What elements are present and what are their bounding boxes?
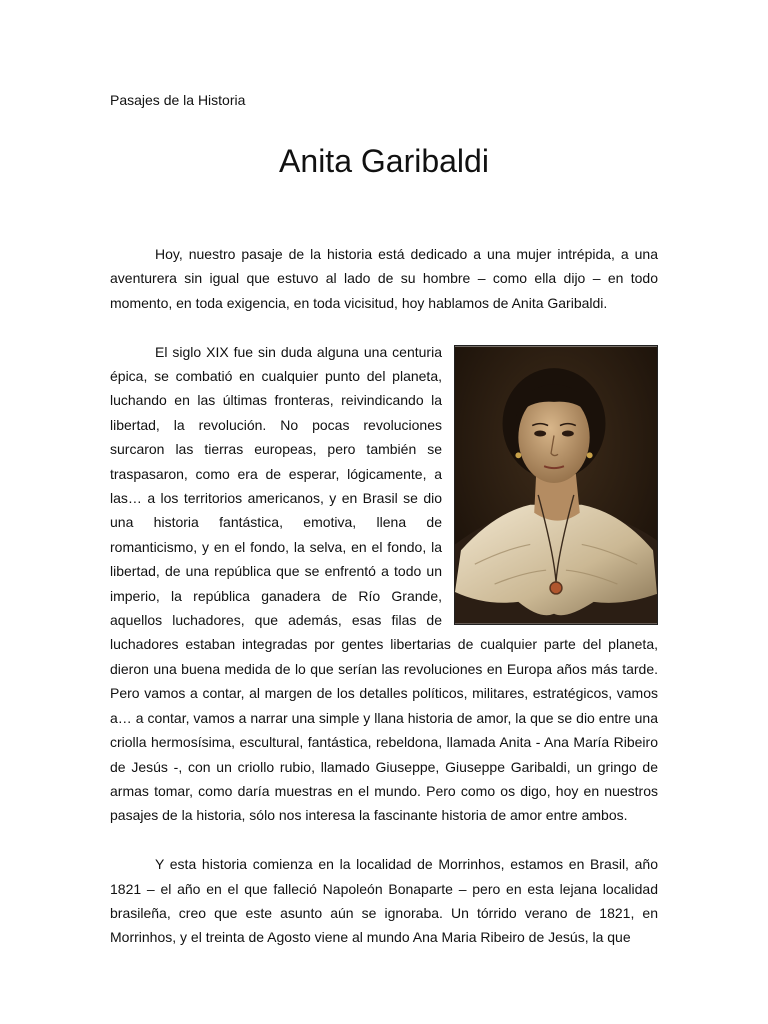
paragraph-intro: Hoy, nuestro pasaje de la historia está dedicado a una mujer intrépida, a una aventurera sin igual que estuvo al lado de su hombre – como ella dijo – en todo momento, en toda exigencia, en toda vicisitud, hoy hablamos de Anita Garibaldi. bbox=[110, 246, 658, 311]
page-title: Anita Garibaldi bbox=[279, 143, 489, 179]
article-body bbox=[110, 242, 658, 974]
portrait-image bbox=[454, 345, 658, 625]
paragraph-beginning: Y esta historia comienza en la localidad de Morrinhos, estamos en Brasil, año 1821 – el año en el que falleció Napoleón Bonaparte – pero en esta lejana localidad brasileña, creo que este asunto aún se ignoraba. Un tórrido verano de 1821, en Morrinhos, y el treinta de Agosto viene al mundo Ana Maria Ribeiro de Jesús, la que bbox=[110, 856, 658, 946]
paragraph-context: El siglo XIX fue sin duda alguna una centuria épica, se combatió en cualquier punto del planeta, luchando en las últimas fronteras, reivindicando la libertad, la revolución. No pocas revoluciones surcaron las tierras europeas, pero también se traspasaron, como era de esperar, lógicamente, a las… a los territorios americanos, y en Brasil se dio una historia fantástica, emotiva, llena de romanticismo, y en el fondo, la selva, en el fondo, la libertad, de una república que se enfrentó a todo un imperio, la república ganadera de Río Grande, aquellos luchadores, que además, esas filas de luchadores estaban integradas por gentes libertarias de cualquier parte del planeta, dieron una buena medida de lo que serían las revoluciones en Europa años más tarde. Pero vamos a contar, al margen de los detalles políticos, militares, estratégicos, vamos a… a contar, vamos a narrar una simple y llana historia de amor, la que se dio entre una criolla hermosísima, escultural, fantástica, rebeldona, llamada Anita - Ana María Ribeiro de Jesús -, con un criollo rubio, llamado Giuseppe, Giuseppe Garibaldi, un gringo de armas tomar, como daría muestras en el mundo. Pero como os digo, hoy en nuestros pasajes de la historia, sólo nos interesa la fascinante historia de amor entre ambos. bbox=[110, 343, 658, 824]
page-header: Pasajes de la Historia bbox=[110, 92, 246, 108]
portrait-painting bbox=[455, 346, 657, 624]
